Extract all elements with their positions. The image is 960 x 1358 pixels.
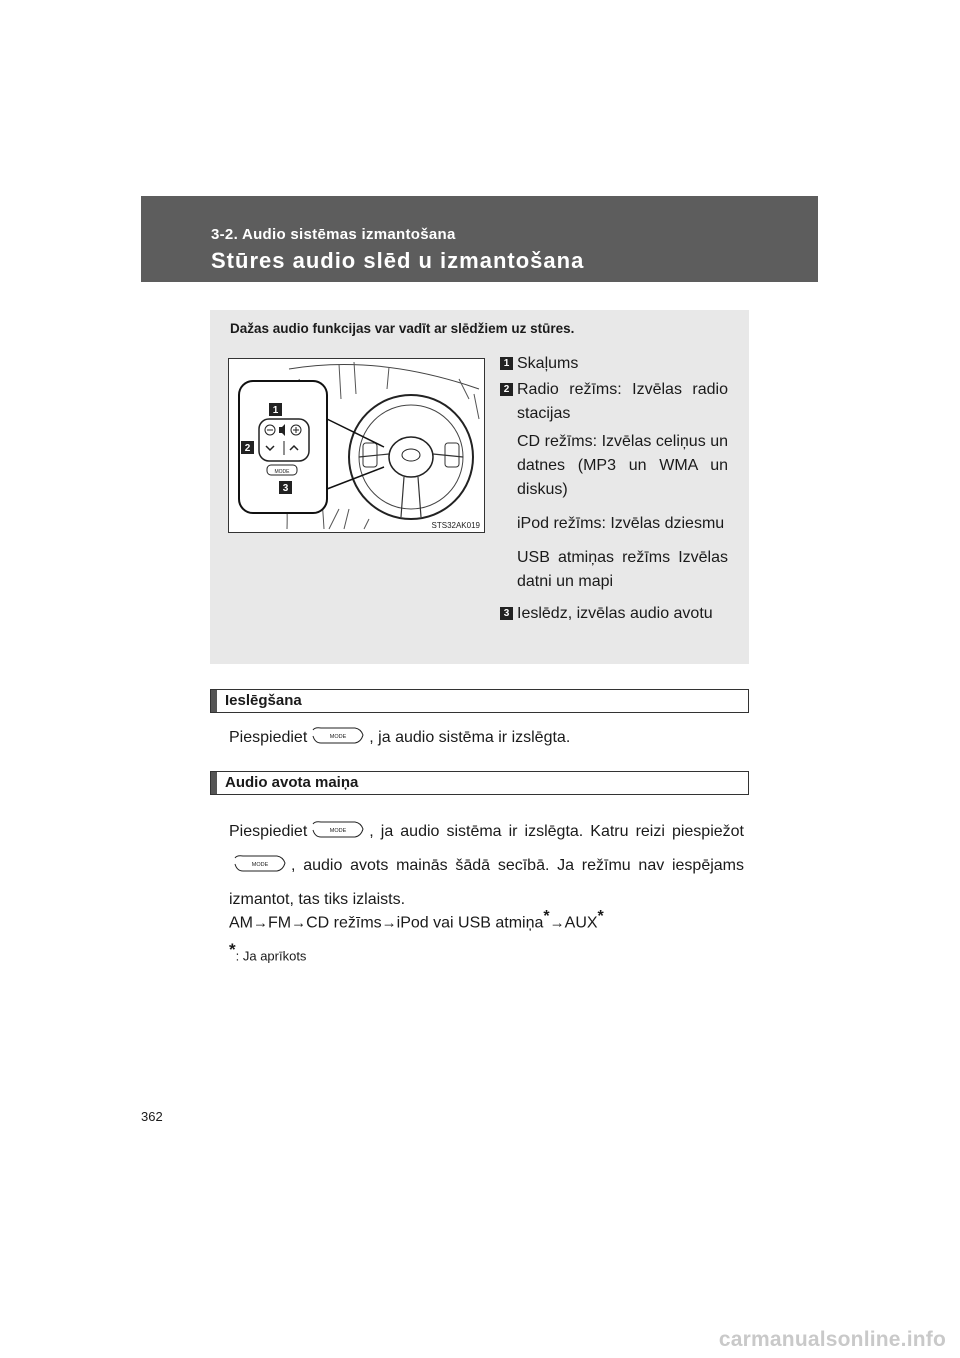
chapter-header [141,196,818,282]
svg-text:MODE: MODE [274,469,290,475]
power-paragraph: Piespiediet MODE , ja audio sistēma ir izslēgta. [229,721,744,755]
info-box [210,310,749,664]
callout-list [500,352,728,626]
number-2-icon: 2 [500,383,513,396]
svg-text:2: 2 [244,443,251,454]
section-heading-source [210,771,749,795]
mode-button-icon [233,854,287,874]
callout-item [500,352,728,376]
arrow-right-icon: → [253,914,268,932]
figure-code: STS32AK019 [431,521,480,530]
callout-subtext: USB atmiņas režīms Izvēlas datni un mapi [517,549,728,590]
section-label: 3-2. Audio sistēmas izmantošana [211,226,456,243]
source-sequence: AM→FM→CD režīms→iPod vai USB atmiņa*→AUX* [229,908,604,932]
svg-text:3: 3 [282,483,289,494]
mode-button-icon [311,820,365,840]
svg-text:1: 1 [272,405,279,416]
page-title: Stūres audio slēd u izmantošana [211,248,585,273]
section-heading-text: Ieslēgšana [225,692,302,709]
section-heading-text: Audio avota maiņa [225,774,359,791]
arrow-right-icon: → [381,914,397,932]
intro-text: Dažas audio funkcijas var vadīt ar slēdžiem uz stūres. [230,321,575,336]
callout-text: Skaļums [517,355,579,372]
page-number: 362 [141,1109,163,1124]
asterisk-icon: * [543,908,550,925]
callout-subtext: CD režīms: Izvēlas celiņus un datnes (MP3 un WMA un diskus) [517,433,728,498]
steering-wheel-illustration [228,358,485,533]
callout-item [500,378,728,426]
arrow-right-icon: → [291,914,307,932]
svg-text:MODE: MODE [330,733,347,740]
callout-subtext: iPod režīms: Izvēlas dziesmu [517,515,725,532]
arrow-right-icon: → [549,914,565,932]
mode-button-icon [311,726,365,746]
callout-item [500,602,728,626]
asterisk-icon: * [597,908,604,925]
watermark: carmanualsonline.info [718,1328,946,1351]
svg-text:MODE: MODE [251,861,269,868]
steering-wheel-icon [229,359,484,532]
number-1-icon: 1 [500,357,513,370]
callout-text: Radio režīms: Izvēlas radio stacijas [517,381,728,422]
svg-text:MODE: MODE [330,827,347,834]
number-3-icon: 3 [500,607,513,620]
footnote: *: Ja aprīkots [229,940,307,964]
section-heading-power [210,689,749,713]
source-paragraph: Piespiediet MODE , ja audio sistēma ir izslēgta. Katru reizi piespiežot MODE , audio avots mainās šādā secībā. Ja režīmu nav iespējams izmantot, tas tiks izlaists. [229,815,744,917]
callout-text: Ieslēdz, izvēlas audio avotu [517,605,713,622]
asterisk-icon: * [229,940,236,959]
